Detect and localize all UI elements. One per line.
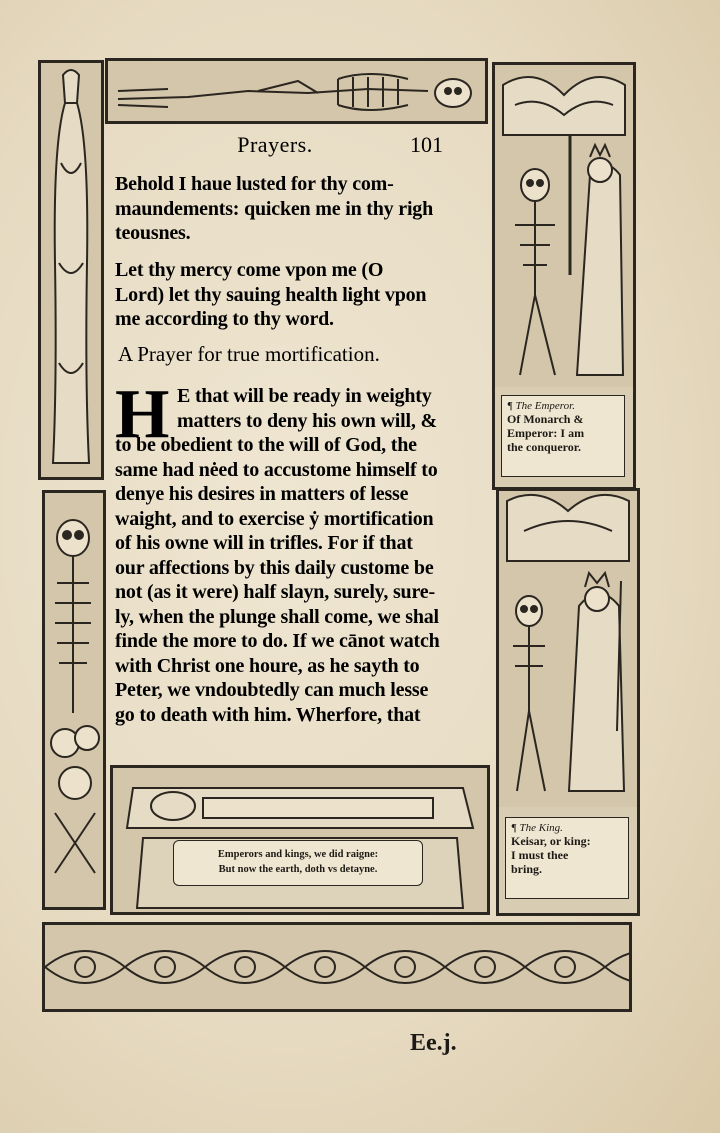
left-woodcut-shrouded-figure <box>38 60 104 480</box>
shrouded-figure-illustration <box>41 63 101 477</box>
death-and-king-illustration <box>499 491 637 807</box>
text-line: same had nėed to accustome himself to <box>115 458 438 481</box>
emperor-caption-line-3: the conqueror. <box>507 440 582 454</box>
running-title: Prayers. <box>237 132 313 157</box>
section-heading: A Prayer for true mortification. <box>118 342 380 366</box>
text-line: denye his desires in matters of lesse <box>115 483 409 505</box>
skeleton-lying-illustration <box>108 61 485 121</box>
signature-mark: Ee.j. <box>410 1030 457 1056</box>
text-line: Behold I haue lusted for thy com- <box>115 173 394 195</box>
text-line: ly, when the plunge shall come, we shal <box>115 605 439 628</box>
ornamental-border-band <box>42 922 632 1012</box>
text-line: of his owne will in trifles. For if that <box>115 532 413 554</box>
prayer-paragraph-2 <box>115 258 485 332</box>
text-line: maundements: quicken me in thy righ <box>115 197 434 220</box>
mortification-paragraph <box>115 384 487 727</box>
text-line: to be obedient to the will of God, the <box>115 434 417 456</box>
text-line: our affections by this daily custome be <box>115 556 434 579</box>
page-number: 101 <box>410 132 443 157</box>
emperor-caption-line-1: Of Monarch & <box>507 412 584 426</box>
emperor-caption-title: ¶ The Emperor. <box>507 400 575 412</box>
right-woodcut-king <box>496 488 640 916</box>
bottom-woodcut-tomb <box>110 765 490 915</box>
text-line: waight, and to exercise ẏ mortification <box>115 507 434 530</box>
text-line: with Christ one houre, as he sayth to <box>115 654 420 677</box>
text-line: matters to deny his own will, & <box>177 409 437 432</box>
standing-skeleton-illustration <box>45 493 103 907</box>
king-caption-title: ¶ The King. <box>511 822 563 834</box>
right-woodcut-emperor <box>492 62 636 490</box>
emperor-caption <box>501 395 625 477</box>
emperor-caption-line-2: Emperor: I am <box>507 426 585 440</box>
king-caption <box>505 817 629 899</box>
text-line: Lord) let thy sauing health light vpon <box>115 283 427 306</box>
left-woodcut-skeleton <box>42 490 106 910</box>
drop-cap: H <box>115 376 170 453</box>
text-line: E that will be ready in weighty <box>177 385 432 407</box>
prayer-paragraph-1 <box>115 172 485 246</box>
top-woodcut-skeleton <box>105 58 488 124</box>
tomb-caption-line-1: Emperors and kings, we did raigne: <box>217 849 379 860</box>
text-line: Peter, we vndoubtedly can much lesse <box>115 679 429 701</box>
text-line: teousnes. <box>115 222 191 244</box>
king-caption-line-1: Keisar, or king: <box>511 834 591 848</box>
text-line: not (as it were) half slayn, surely, sure- <box>115 581 435 603</box>
death-and-emperor-illustration <box>495 65 633 387</box>
text-line: go to death with him. Wherfore, that <box>115 703 421 726</box>
text-line: finde the more to do. If we cānot watch <box>115 630 440 652</box>
king-caption-line-3: bring. <box>511 862 543 876</box>
tomb-caption-line-2: But now the earth, doth vs detayne. <box>218 864 378 875</box>
text-line: Let thy mercy come vpon me (O <box>115 259 384 281</box>
text-line: me according to thy word. <box>115 308 334 330</box>
tomb-caption <box>173 840 423 886</box>
floral-ornament <box>45 925 629 1009</box>
king-caption-line-2: I must thee <box>511 848 569 862</box>
